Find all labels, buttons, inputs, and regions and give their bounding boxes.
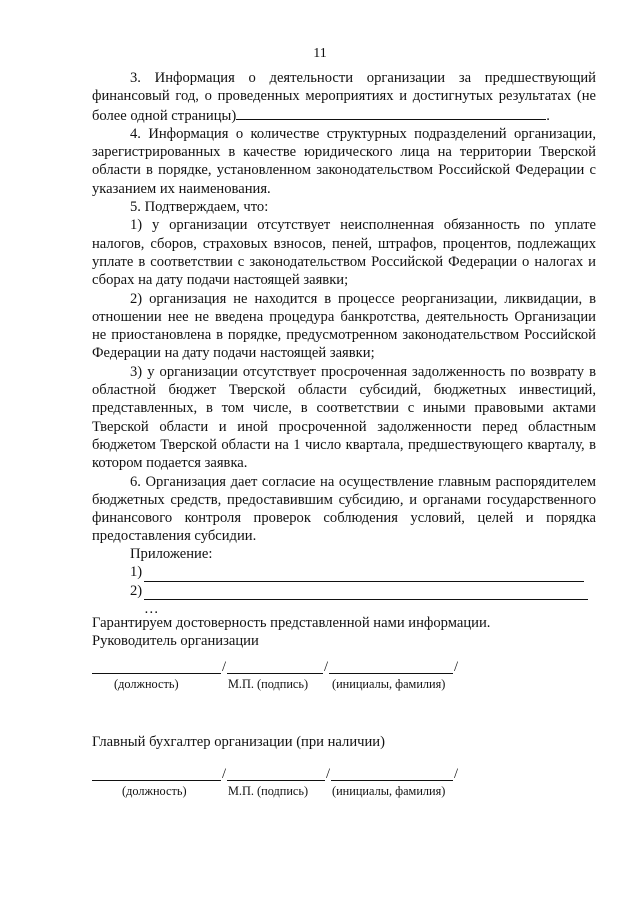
paragraph-4: 4. Информация о количестве структурных подразделений организации, зарегистрированных в качестве юридического лица на территории Тверской области в порядке, установленном законодательством Российской Федерации с указанием их наименования. [92, 125, 596, 197]
chief-signature-lines [92, 763, 459, 781]
paragraph-5-item-2: 2) организация не находится в процессе реорганизации, ликвидации, в отношении нее не введена процедура банкротства, деятельность Организации не приостановлена в порядке, предусмотренном законодательством Российской Федерации на дату подачи настоящей заявки; [92, 290, 596, 362]
paragraph-3-text: 3. Информация о деятельности организации за предшествующий финансовый год, о проведенных мероприятиях и достигнутых результатах (не более одной страницы) [92, 70, 596, 124]
position-line [92, 659, 221, 674]
name-line [331, 766, 453, 781]
separator: / [325, 766, 331, 782]
attachment-item-1 [130, 563, 588, 581]
paragraph-3-suffix: . [546, 107, 550, 124]
attachment-item-2 [130, 582, 588, 600]
head-signature-block [92, 656, 459, 692]
caption-seal-signature: М.П. (подпись) [228, 784, 309, 798]
separator: / [323, 659, 329, 675]
head-signature-lines [92, 656, 459, 674]
guarantee-block [92, 614, 490, 651]
head-signature-captions [92, 677, 459, 692]
paragraph-5-item-1: 1) у организации отсутствует неисполненная обязанность по уплате налогов, сборов, страховых взносов, пеней, штрафов, процентов, подлежащих уплате в соответствии с законодательством Российской Федерации о налогах и сборах на дату подачи настоящей заявки; [92, 217, 596, 289]
caption-position: (должность) [122, 784, 187, 798]
attachment-ellipsis: … [144, 600, 159, 617]
signature-line [227, 766, 325, 781]
paragraph-6: 6. Организация дает согласие на осуществление главным распорядителем бюджетных средств, предоставившим субсидию, и органами государственного финансового контроля проверок соблюдения условий, целей и порядка предоставления субсидии. [92, 473, 596, 545]
attachment-item-1-line [144, 567, 584, 582]
caption-position: (должность) [114, 677, 179, 691]
page-number: 11 [313, 46, 327, 61]
paragraph-5: 5. Подтверждаем, что: [130, 199, 269, 216]
separator: / [453, 659, 459, 675]
paragraph-5-item-3: 3) у организации отсутствует просроченная задолженность по возврату в областной бюджет Тверской области субсидий, бюджетных инвестиций, представленных, в том числе, в соответствии с иными правовыми актами Тверской области и иной просроченной задолженности перед областным бюджетом Тверской области на 1 число квартала, предшествующего кварталу, в котором подается заявка. [92, 363, 596, 472]
attachment-item-2-number: 2) [130, 582, 143, 599]
separator: / [221, 766, 227, 782]
chief-signature-captions [92, 784, 459, 799]
separator: / [221, 659, 227, 675]
attachment-section [130, 545, 588, 618]
chief-signature-block [92, 763, 459, 799]
attachment-label: Приложение: [130, 546, 213, 562]
separator: / [453, 766, 459, 782]
position-line [92, 766, 221, 781]
chief-accountant-label: Главный бухгалтер организации (при наличии) [92, 734, 385, 750]
caption-seal-signature: М.П. (подпись) [228, 677, 309, 691]
head-label: Руководитель организации [92, 633, 259, 650]
fill-line [236, 106, 546, 120]
attachment-item-2-line [144, 585, 588, 600]
signature-line [227, 659, 323, 674]
guarantee-text: Гарантируем достоверность представленной нами информации. [92, 615, 491, 631]
attachment-item-1-number: 1) [130, 564, 143, 581]
name-line [329, 659, 453, 674]
paragraph-3 [92, 69, 596, 125]
caption-name: (инициалы, фамилия) [332, 784, 446, 798]
body-text [92, 69, 596, 546]
caption-name: (инициалы, фамилия) [332, 677, 446, 691]
